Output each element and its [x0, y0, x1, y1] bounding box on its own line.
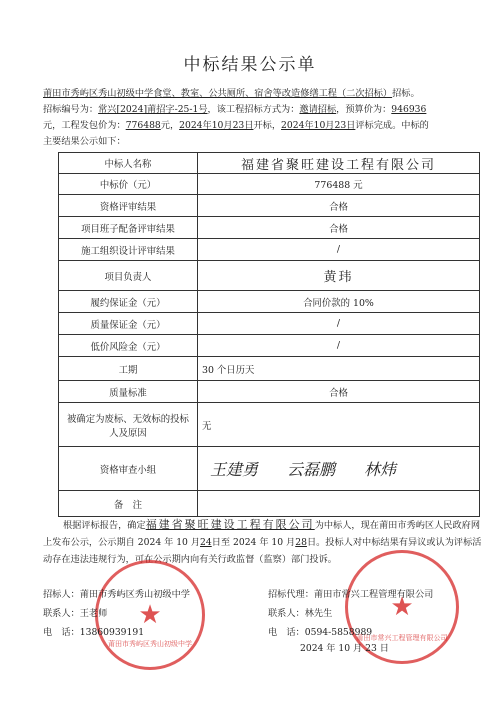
table-row — [59, 335, 480, 357]
row-value — [198, 491, 480, 517]
para-text: 日至 2024 年 10 月 — [211, 537, 296, 548]
table-row — [59, 381, 480, 403]
intro-text: ，预算价为： — [336, 104, 392, 115]
end-day: 28 — [295, 537, 307, 548]
intro-text: 评标完成。中标的 — [355, 120, 429, 131]
table-row — [59, 403, 480, 447]
row-label: 履约保证金（元） — [59, 291, 198, 313]
star-icon: ★ — [390, 592, 414, 622]
row-label: 工期 — [59, 357, 198, 381]
table-row — [59, 195, 480, 217]
seal-text: 莆田市常兴工程管理有限公司 — [356, 634, 448, 642]
tenderer-info — [43, 585, 263, 642]
intro-paragraph — [43, 86, 483, 150]
project-name: 莆田市秀屿区秀山初级中学食堂、教室、公共厕所、宿舍等改造修缮工程（二次招标） — [43, 88, 393, 99]
signature: 王建勇 — [210, 460, 259, 479]
row-value: 无 — [198, 403, 480, 447]
signature: 林炜 — [364, 460, 397, 479]
intro-text: ，该工程招标方式为： — [207, 104, 300, 115]
row-label: 中标人名称 — [59, 153, 198, 174]
start-day: 24 — [200, 537, 212, 548]
table-row — [59, 174, 480, 195]
seal-text: 莆田市秀屿区秀山初级中学 — [108, 640, 192, 648]
intro-text: 招标。 — [392, 88, 420, 99]
table-row — [59, 239, 480, 261]
committee-signatures — [198, 447, 480, 491]
row-label: 资格评审结果 — [59, 195, 198, 217]
para-text: 日。投标人对中标结果有异议或认为评标活动存在违法违规行为，可在公示期内向有关行政监督（监察）部门投诉。 — [43, 537, 482, 565]
table-row — [59, 313, 480, 335]
duration-value: 30 个日历天 — [198, 357, 480, 381]
row-label: 低价风险金（元） — [59, 335, 198, 357]
winner-name-inline: 福建省聚旺建设工程有限公司 — [145, 518, 315, 531]
row-value: 合同价款的 10% — [198, 291, 480, 313]
manager-name-handwritten: 黄玮 — [198, 261, 480, 291]
table-row — [59, 357, 480, 381]
bid-method: 邀请招标 — [299, 104, 337, 115]
eval-date: 2024年10月23日 — [281, 120, 356, 131]
table-row — [59, 153, 480, 174]
intro-text: 元，工程发包价为： — [43, 120, 126, 131]
row-value: 合格 — [198, 195, 480, 217]
tenderer-org: 招标人：莆田市秀屿区秀山初级中学 — [43, 589, 190, 600]
agent-info — [268, 585, 488, 642]
agent-org: 招标代理：莆田市常兴工程管理有限公司 — [268, 589, 434, 600]
star-icon: ★ — [138, 600, 162, 630]
bid-number: 常兴[2024]莆招字-25-1号 — [98, 104, 208, 115]
row-value: / — [198, 335, 480, 357]
signature: 云磊鹏 — [287, 460, 336, 479]
winner-name-handwritten: 福建省聚旺建设工程有限公司 — [198, 153, 480, 174]
table-row — [59, 291, 480, 313]
para-text: 根据评标报告，确定 — [63, 520, 146, 531]
intro-text: 开标， — [253, 120, 282, 131]
row-value: / — [198, 239, 480, 261]
row-label: 施工组织设计评审结果 — [59, 239, 198, 261]
agent-phone: 电 话：0594-5858989 — [268, 627, 373, 638]
contract-price: 776488 — [125, 120, 161, 131]
row-label: 项目负责人 — [59, 261, 198, 291]
row-label: 质量标准 — [59, 381, 198, 403]
result-table — [58, 152, 480, 517]
row-label: 被确定为废标、无效标的投标人及原因 — [59, 403, 198, 447]
row-label: 资格审查小组 — [59, 447, 198, 491]
table-row — [59, 261, 480, 291]
intro-text: 主要结果公示如下： — [43, 136, 126, 147]
tenderer-phone: 电 话：13860939191 — [43, 627, 145, 638]
document-title: 中标结果公示单 — [183, 55, 317, 75]
table-row — [59, 217, 480, 239]
row-value: 776488 元 — [198, 174, 480, 195]
intro-text: 招标编号为： — [43, 104, 99, 115]
table-row — [59, 447, 480, 491]
intro-text: 元， — [160, 120, 180, 131]
table-row — [59, 491, 480, 517]
row-value: 合格 — [198, 381, 480, 403]
issue-date: 2024 年 10 月 23 日 — [300, 643, 389, 654]
row-label: 中标价（元） — [59, 174, 198, 195]
row-value: 合格 — [198, 217, 480, 239]
row-label: 质量保证金（元） — [59, 313, 198, 335]
row-label: 项目班子配备评审结果 — [59, 217, 198, 239]
open-date: 2024年10月23日 — [179, 120, 254, 131]
budget-price: 946936 — [391, 104, 427, 115]
row-label: 备 注 — [59, 491, 198, 517]
tenderer-contact: 联系人：王老师 — [43, 608, 108, 619]
row-value: / — [198, 313, 480, 335]
para-text: 为中标人，现在莆田市秀屿区人民政府网上发布公示，公示期自 2024 年 10 月 — [43, 520, 481, 548]
agent-contact: 联系人：林先生 — [268, 608, 333, 619]
